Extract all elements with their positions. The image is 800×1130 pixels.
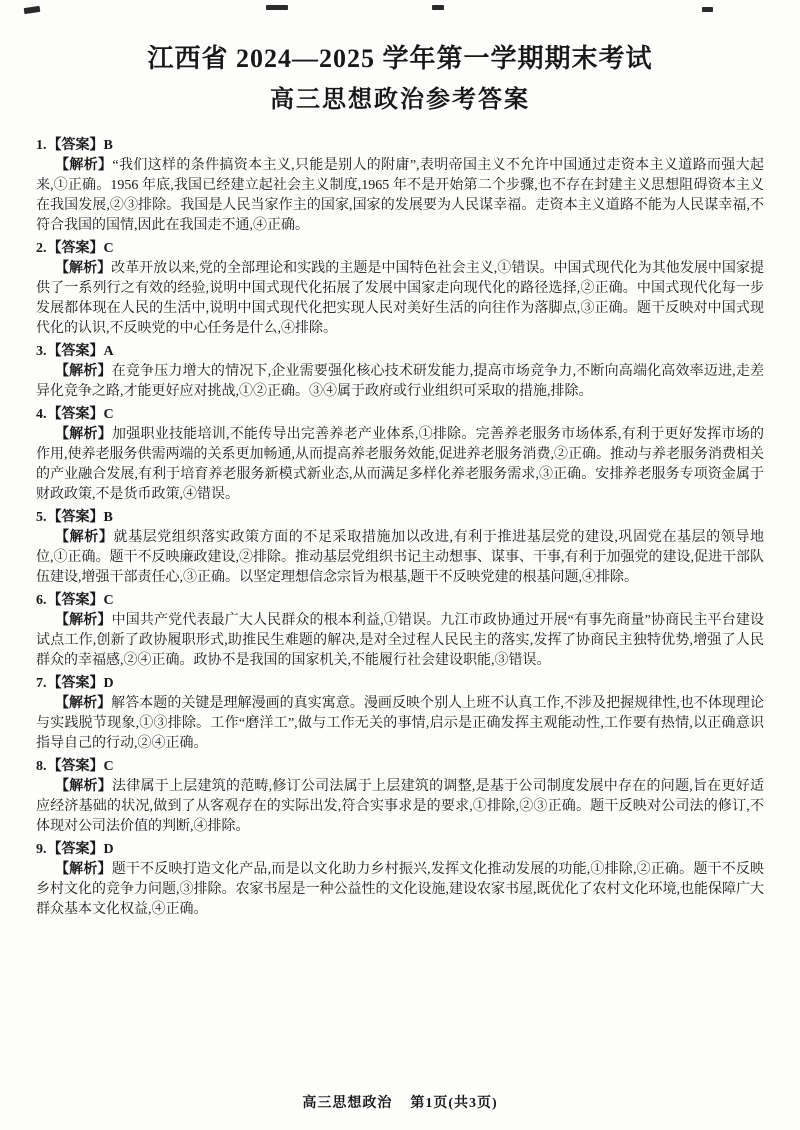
item-number: 7. (36, 675, 47, 691)
exam-title: 江西省 2024—2025 学年第一学期期末考试 (147, 44, 653, 73)
exam-subtitle: 高三思想政治参考答案 (270, 86, 530, 113)
analysis-text: 中国共产党代表最广大人民群众的根本利益,①错误。九江市政协通过开展“有事先商量”协商民主平台建设试点工作,创新了政协履职形式,助推民生难题的解决,是对全过程人民民主的落实,发挥了协商民主独特优势,增强了人民群众的幸福感,②④正确。政协不是我国的国家机关,不能履行社会建设职能,③错误。 (36, 612, 764, 668)
answer-label: 【答案】 (47, 675, 104, 691)
analysis-label: 【解析】 (55, 529, 114, 545)
answer-item (36, 757, 764, 837)
answer-line (36, 757, 764, 777)
answer-value: C (103, 758, 114, 774)
answer-line (36, 840, 764, 860)
answer-line (36, 239, 764, 259)
scan-mark (432, 5, 444, 10)
analysis-text: “我们这样的条件搞资本主义,只能是别人的附庸”,表明帝国主义不允许中国通过走资本主义道路而强大起来,①正确。1956 年底,我国已经建立起社会主义制度,1965 年不是开始第二个步骤,也不存在封建主义思想阻碍资本主义在我国发展,②③排除。我国是人民当家作主的国家,国家的发展要为人民谋幸福。走资本主义道路不能为人民谋幸福,不符合我国的国情,因此在我国走不通,④正确。 (36, 157, 764, 233)
item-number: 6. (36, 592, 47, 608)
analysis-label: 【解析】 (55, 778, 112, 794)
analysis-text: 改革开放以来,党的全部理论和实践的主题是中国特色社会主义,①错误。中国式现代化为其他发展中国家提供了一系列行之有效的经验,说明中国式现代化拓展了发展中国家走向现代化的路径选择,②正确。中国式现代化每一步发展都体现在人民的生活中,说明中国式现代化把实现人民对美好生活的向往作为落脚点,③正确。题干反映对中国式现代化的认识,不反映党的中心任务是什么,④排除。 (36, 260, 765, 336)
item-number: 5. (36, 509, 47, 525)
analysis-paragraph (36, 777, 764, 837)
scan-mark (266, 5, 288, 10)
answer-label: 【答案】 (47, 240, 104, 256)
answer-label: 【答案】 (47, 758, 104, 774)
analysis-label: 【解析】 (55, 861, 112, 877)
answer-value: C (103, 406, 114, 422)
answer-value: B (103, 509, 113, 525)
analysis-paragraph (36, 362, 764, 402)
item-number: 4. (36, 406, 47, 422)
answer-line (36, 674, 764, 694)
item-number: 3. (36, 343, 47, 359)
item-number: 1. (36, 137, 47, 153)
answer-label: 【答案】 (47, 509, 104, 525)
analysis-paragraph (36, 860, 764, 920)
analysis-label: 【解析】 (55, 612, 112, 628)
analysis-text: 就基层党组织落实政策方面的不足采取措施加以改进,有利于推进基层党的建设,巩固党在基层的领导地位,①正确。题干不反映廉政建设,②排除。推动基层党组织书记主动想事、谋事、干事,有利于加强党的建设,促进干部队伍建设,增强干部责任心,③正确。以坚定理想信念宗旨为根基,题干不反映党建的根基问题,④排除。 (36, 529, 765, 585)
answer-item (36, 342, 764, 402)
answer-value: C (103, 592, 114, 608)
analysis-label: 【解析】 (55, 260, 112, 276)
item-number: 2. (36, 240, 47, 256)
analysis-paragraph (36, 611, 764, 671)
answer-line (36, 591, 764, 611)
answer-item (36, 508, 764, 588)
answer-item (36, 136, 764, 236)
analysis-text: 加强职业技能培训,不能传导出完善养老产业体系,①排除。完善养老服务市场体系,有利于更好发挥市场的作用,使养老服务供需两端的关系更加畅通,从而提高养老服务效能,促进养老服务消费,②正确。推动与养老服务消费相关的产业融合发展,有利于培育养老服务新模式新业态,从而满足多样化养老服务需求,③正确。安排养老服务专项资金属于财政政策,不是货币政策,④错误。 (36, 426, 765, 502)
answer-value: B (103, 137, 113, 153)
analysis-label: 【解析】 (55, 363, 112, 379)
analysis-paragraph (36, 156, 764, 236)
answer-item (36, 239, 764, 339)
answer-item (36, 840, 764, 920)
answer-list (36, 136, 764, 920)
answer-item (36, 405, 764, 505)
answer-value: A (103, 343, 114, 359)
answer-item (36, 674, 764, 754)
answer-label: 【答案】 (47, 592, 104, 608)
answer-value: D (103, 841, 114, 857)
footer-course: 高三思想政治 (302, 1096, 393, 1111)
answer-line (36, 342, 764, 362)
answer-value: D (103, 675, 114, 691)
scan-mark (702, 7, 713, 12)
analysis-label: 【解析】 (55, 157, 113, 173)
footer-page-number: 第1页(共3页) (410, 1096, 498, 1111)
page-footer (0, 1092, 800, 1112)
answer-label: 【答案】 (47, 406, 104, 422)
analysis-paragraph (36, 528, 764, 588)
answer-line (36, 136, 764, 156)
answer-value: C (103, 240, 114, 256)
analysis-text: 解答本题的关键是理解漫画的真实寓意。漫画反映个别人上班不认真工作,不涉及把握规律性,也不体现理论与实践脱节现象,①③排除。工作“磨洋工”,做与工作无关的事情,启示是正确发挥主观能动性,工作要有热情,以正确意识指导自己的行动,②④正确。 (36, 695, 765, 751)
analysis-paragraph (36, 425, 764, 505)
analysis-text: 题干不反映打造文化产品,而是以文化助力乡村振兴,发挥文化推动发展的功能,①排除,②正确。题干不反映乡村文化的竞争力问题,③排除。农家书屋是一种公益性的文化设施,建设农家书屋,既优化了农村文化环境,也能保障广大群众基本文化权益,④正确。 (36, 861, 765, 917)
answer-label: 【答案】 (47, 343, 104, 359)
item-number: 8. (36, 758, 47, 774)
answer-label: 【答案】 (47, 841, 104, 857)
analysis-label: 【解析】 (55, 695, 112, 711)
document-header (36, 42, 764, 116)
analysis-text: 在竞争压力增大的情况下,企业需要强化核心技术研发能力,提高市场竞争力,不断向高端化高效率迈进,走差异化竞争之路,才能更好应对挑战,①②正确。③④属于政府或行业组织可采取的措施,排除。 (36, 363, 765, 399)
analysis-text: 法律属于上层建筑的范畴,修订公司法属于上层建筑的调整,是基于公司制度发展中存在的问题,旨在更好适应经济基础的状况,做到了从客观存在的实际出发,符合实事求是的要求,①排除,②③正确。题干反映对公司法的修订,不体现对公司法价值的判断,④排除。 (36, 778, 765, 834)
item-number: 9. (36, 841, 47, 857)
analysis-paragraph (36, 694, 764, 754)
answer-item (36, 591, 764, 671)
analysis-paragraph (36, 259, 764, 339)
answer-line (36, 508, 764, 528)
analysis-label: 【解析】 (55, 426, 112, 442)
answer-line (36, 405, 764, 425)
answer-label: 【答案】 (47, 137, 104, 153)
